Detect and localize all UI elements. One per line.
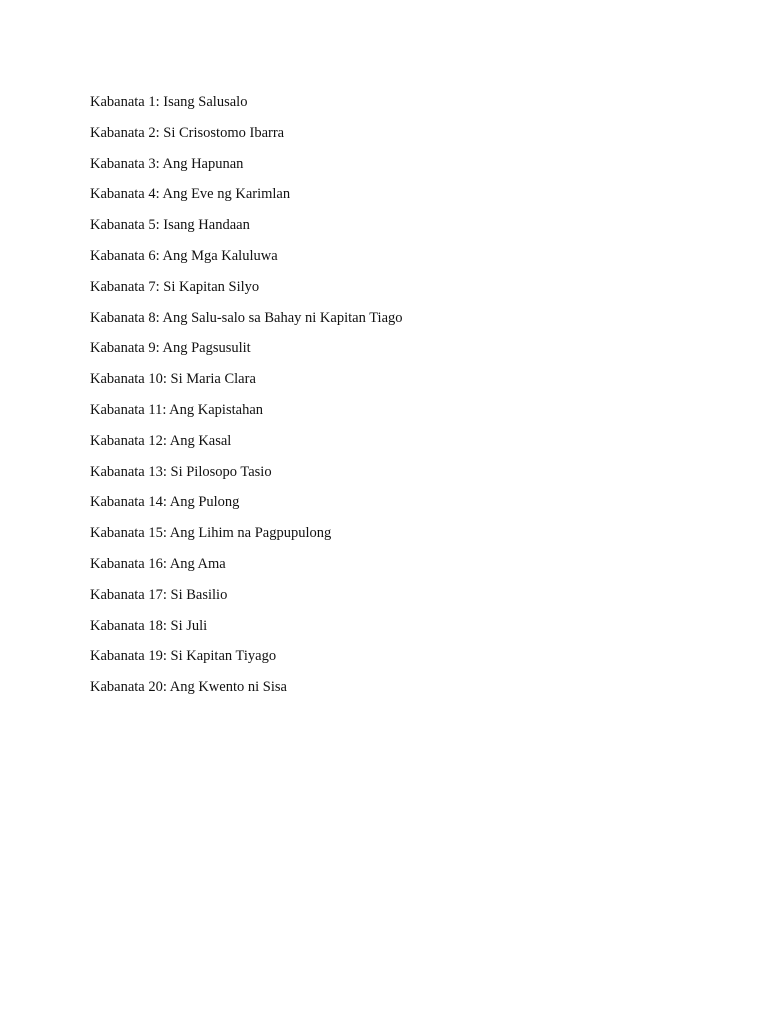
chapter-item: Kabanata 17: Si Basilio — [90, 586, 228, 603]
chapter-item: Kabanata 7: Si Kapitan Silyo — [90, 278, 260, 295]
chapter-item: Kabanata 10: Si Maria Clara — [90, 371, 256, 388]
chapter-item: Kabanata 11: Ang Kapistahan — [90, 401, 264, 418]
chapter-item: Kabanata 8: Ang Salu-salo sa Bahay ni Kapitan Tiago — [90, 309, 403, 326]
chapter-item: Kabanata 18: Si Juli — [90, 617, 208, 634]
chapter-item: Kabanata 9: Ang Pagsusulit — [90, 340, 251, 357]
chapter-item: Kabanata 16: Ang Ama — [90, 555, 226, 572]
chapter-item: Kabanata 4: Ang Eve ng Karimlan — [90, 186, 291, 203]
chapter-item: Kabanata 20: Ang Kwento ni Sisa — [90, 679, 287, 696]
chapter-item: Kabanata 5: Isang Handaan — [90, 217, 250, 234]
chapter-list — [90, 92, 403, 708]
chapter-item: Kabanata 6: Ang Mga Kaluluwa — [90, 247, 278, 264]
chapter-item: Kabanata 3: Ang Hapunan — [90, 155, 244, 172]
chapter-item: Kabanata 2: Si Crisostomo Ibarra — [90, 124, 285, 141]
chapter-item: Kabanata 15: Ang Lihim na Pagpupulong — [90, 525, 332, 542]
chapter-item: Kabanata 14: Ang Pulong — [90, 494, 240, 511]
chapter-item: Kabanata 1: Isang Salusalo — [90, 94, 248, 110]
chapter-item: Kabanata 13: Si Pilosopo Tasio — [90, 463, 272, 480]
chapter-item: Kabanata 12: Ang Kasal — [90, 432, 232, 449]
chapter-item: Kabanata 19: Si Kapitan Tiyago — [90, 648, 277, 665]
